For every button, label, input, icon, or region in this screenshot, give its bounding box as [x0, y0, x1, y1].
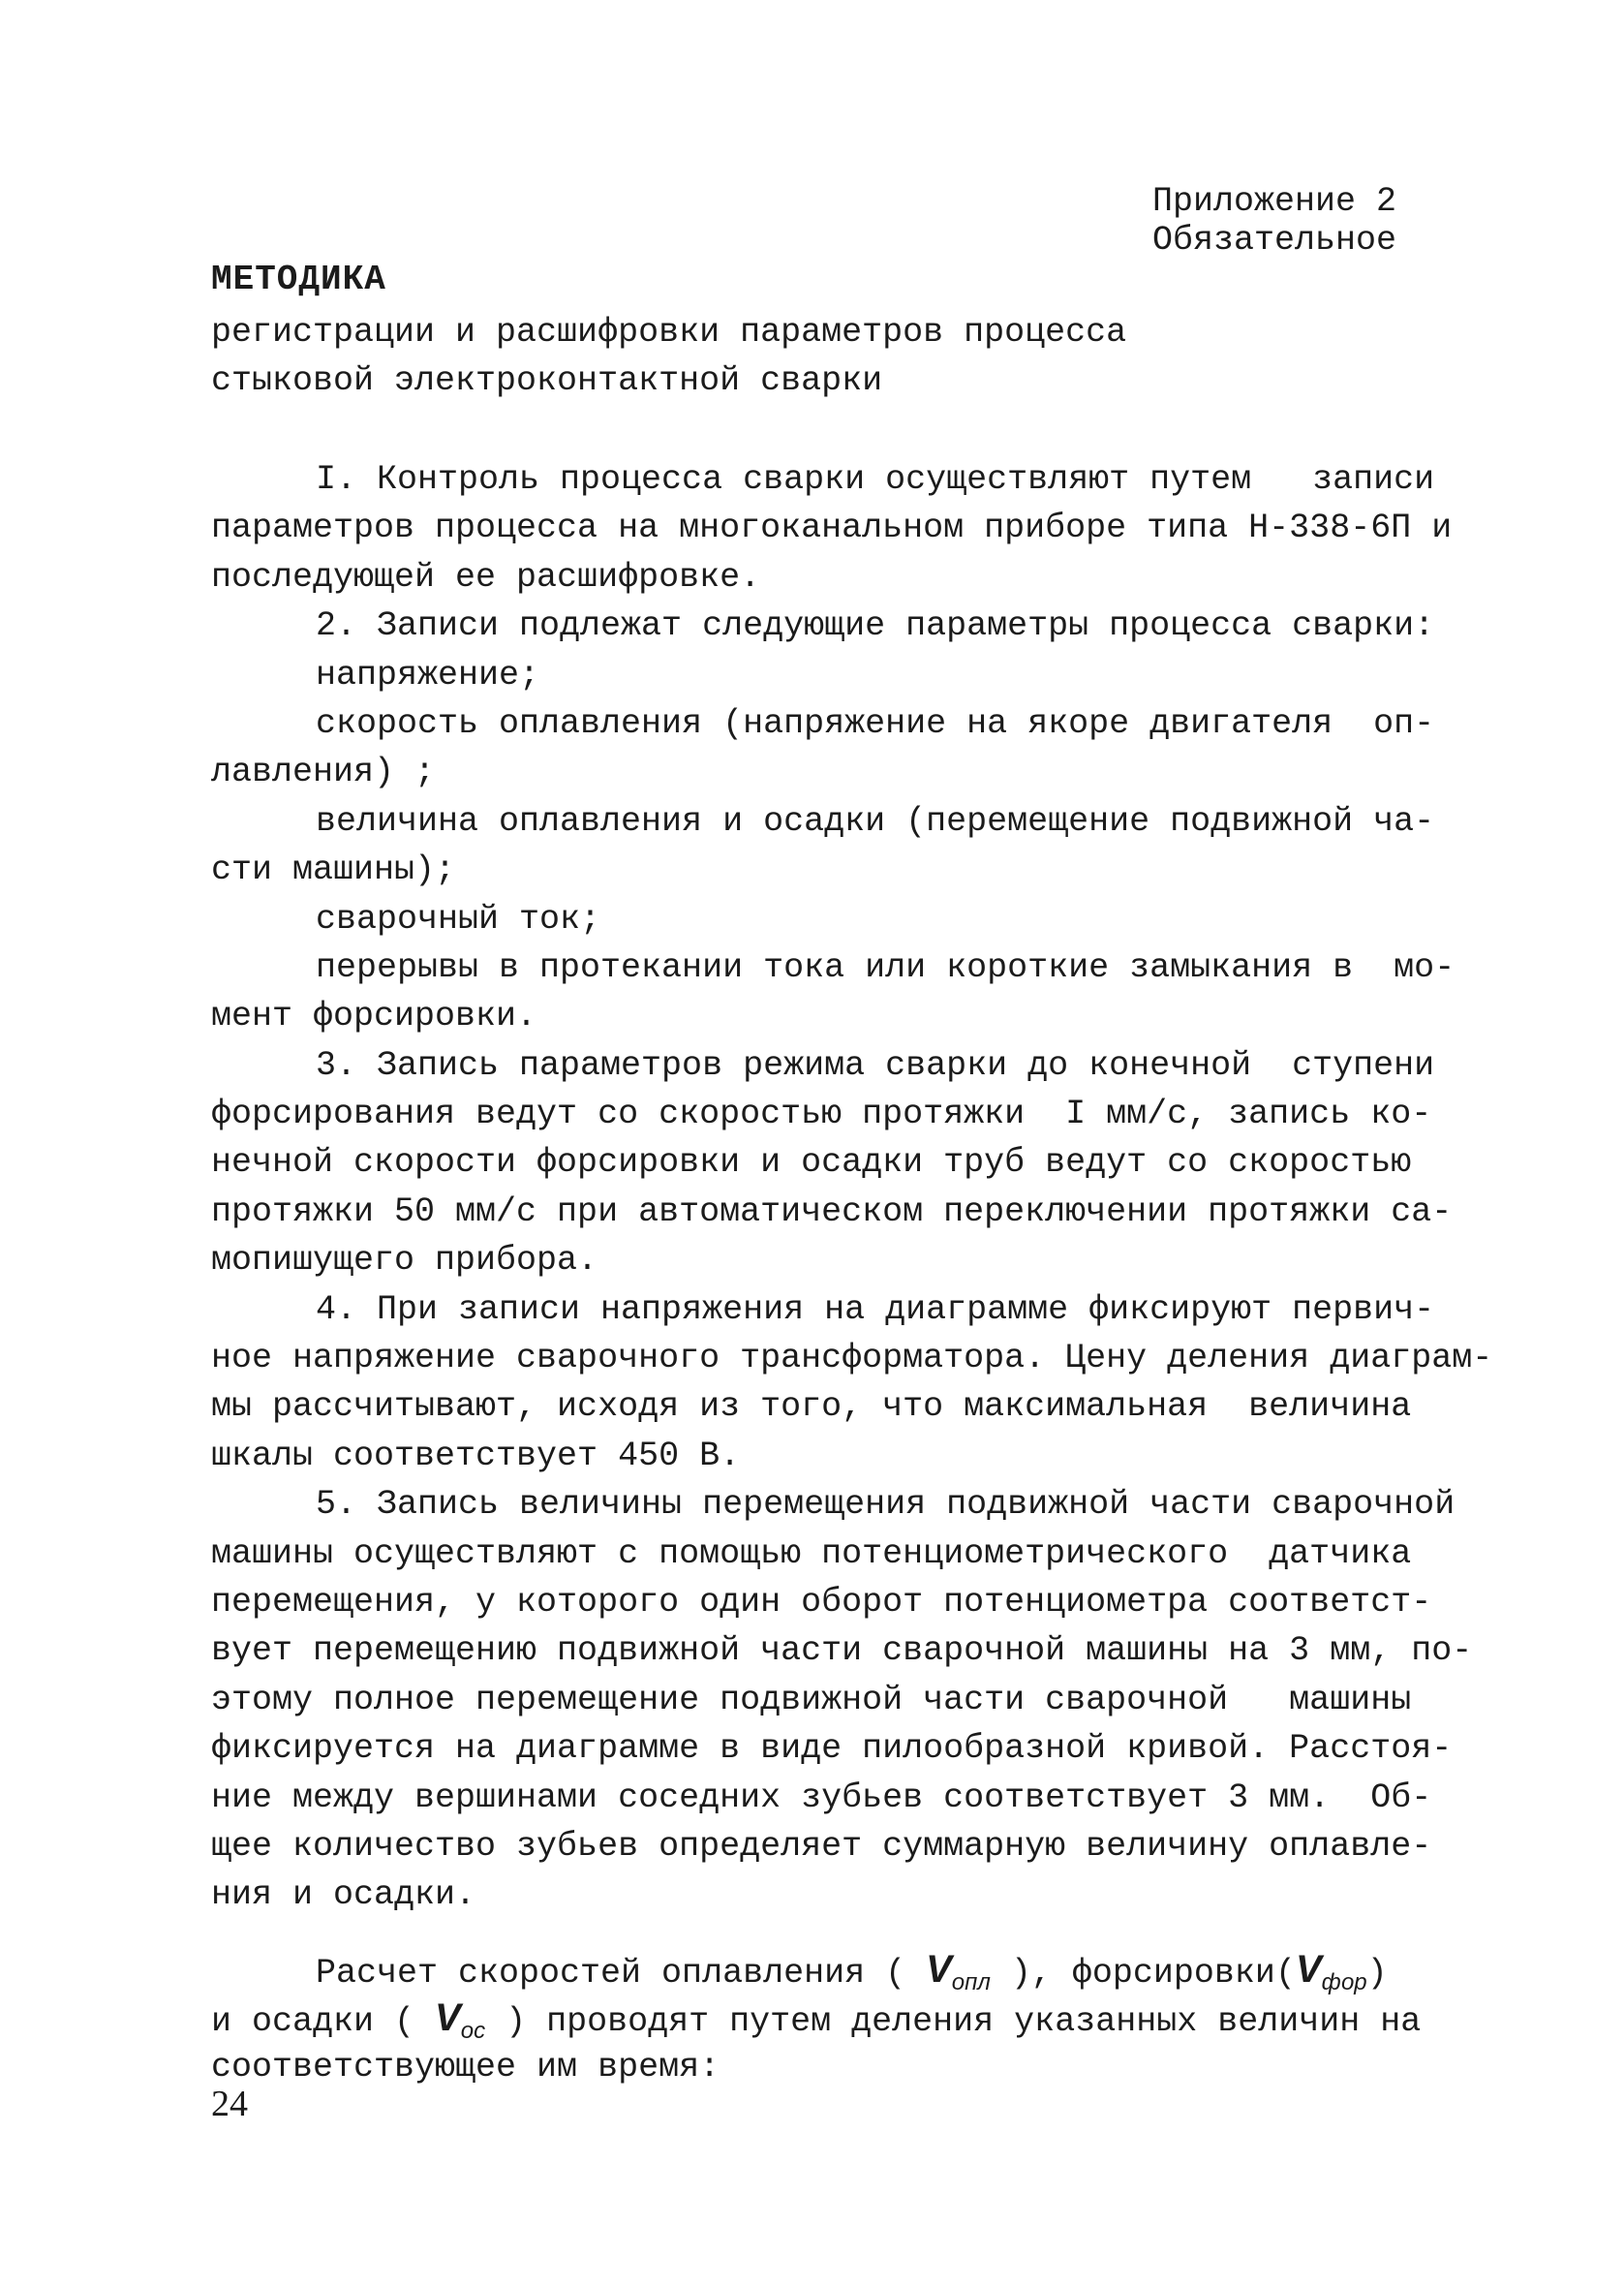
appendix-label	[1152, 182, 1396, 260]
v-for-symbol: V	[1295, 1947, 1322, 1991]
body-line: лавления) ;	[211, 753, 436, 792]
body-line: ния и осадки.	[211, 1875, 476, 1915]
body-line: ние между вершинами соседних зубьев соответствует 3 мм. Об-	[211, 1778, 1432, 1817]
body-line: 5. Запись величины перемещения подвижной части сварочной	[316, 1485, 1455, 1525]
body-line: величина оплавления и осадки (перемещение подвижной ча-	[316, 801, 1435, 841]
body-line: напряжение;	[316, 655, 540, 695]
formula-text: ) проводят путем деления указанных величин на	[485, 2002, 1422, 2042]
paragraph-gap	[211, 1920, 1470, 1945]
subtitle-line: стыковой электроконтактной сварки	[211, 361, 883, 400]
body-line: нечной скорости форсировки и осадки труб ведут со скоростью	[211, 1143, 1412, 1183]
body-line: последующей ее расшифровке.	[211, 557, 761, 597]
body-line: протяжки 50 мм/с при автоматическом переключении протяжки са-	[211, 1191, 1453, 1231]
formula-paragraph	[211, 1945, 1470, 2091]
body-line: щее количество зубьев определяет суммарную величину оплавле-	[211, 1826, 1432, 1866]
formula-text: и осадки (	[211, 2002, 436, 2042]
body-line: мопишущего прибора.	[211, 1241, 598, 1281]
body-line: перемещения, у которого один оборот потенциометра соответст-	[211, 1582, 1432, 1622]
body-line: мы рассчитывают, исходя из того, что максимальная величина	[211, 1387, 1412, 1427]
formula-text: )	[1366, 1953, 1388, 1993]
body-line: машины осуществляют с помощью потенциометрического датчика	[211, 1533, 1412, 1573]
page-number: 24	[211, 2084, 248, 2124]
body-line: параметров процесса на многоканальном приборе типа Н-338-6П и	[211, 509, 1453, 548]
body-line: этому полное перемещение подвижной части сварочной машины	[211, 1680, 1412, 1719]
formula-text: Расчет скоростей оплавления (	[316, 1953, 927, 1993]
body-line: форсирования ведут со скоростью протяжки I мм/с, запись ко-	[211, 1095, 1432, 1134]
body-line: скорость оплавления (напряжение на якоре двигателя оп-	[316, 703, 1435, 743]
document-subtitle	[211, 308, 1126, 405]
body-text	[211, 455, 1493, 1920]
body-line: сти машины);	[211, 850, 456, 890]
v-for-subscript: фор	[1321, 1968, 1367, 1995]
formula-text: ), форсировки(	[990, 1953, 1296, 1993]
body-line: 4. При записи напряжения на диаграмме фиксируют первич-	[316, 1289, 1435, 1329]
document-body	[211, 455, 1493, 2091]
formula-line: соответствующее им время:	[211, 2047, 720, 2087]
document-title: МЕТОДИКА	[211, 260, 386, 299]
body-line: 2. Записи подлежат следующие параметры процесса сварки:	[316, 606, 1435, 646]
v-os-subscript: ос	[460, 2018, 486, 2045]
appendix-number: Приложение 2	[1152, 182, 1397, 221]
body-line: сварочный ток;	[316, 899, 601, 939]
body-line: мент форсировки.	[211, 997, 537, 1036]
body-line: шкалы соответствует 450 В.	[211, 1436, 741, 1475]
body-line: I. Контроль процесса сварки осуществляют путем записи	[316, 460, 1435, 499]
v-os-symbol: V	[435, 1996, 461, 2040]
body-line: перерывы в протекании тока или короткие замыкания в мо-	[316, 947, 1455, 987]
body-line: 3. Запись параметров режима сварки до конечной ступени	[316, 1045, 1435, 1085]
body-line: вует перемещению подвижной части сварочной машины на 3 мм, по-	[211, 1631, 1473, 1671]
subtitle-line: регистрации и расшифровки параметров процесса	[211, 313, 1127, 352]
body-line: ное напряжение сварочного трансформатора. Цену деления диаграм-	[211, 1339, 1493, 1378]
formula-line	[211, 1945, 1470, 1994]
v-opl-subscript: опл	[951, 1968, 991, 1995]
formula-line	[211, 1994, 1470, 2045]
appendix-status: Обязательное	[1152, 221, 1397, 260]
v-opl-symbol: V	[926, 1947, 952, 1991]
body-line: фиксируется на диаграмме в виде пилообразной кривой. Расстоя-	[211, 1729, 1453, 1769]
